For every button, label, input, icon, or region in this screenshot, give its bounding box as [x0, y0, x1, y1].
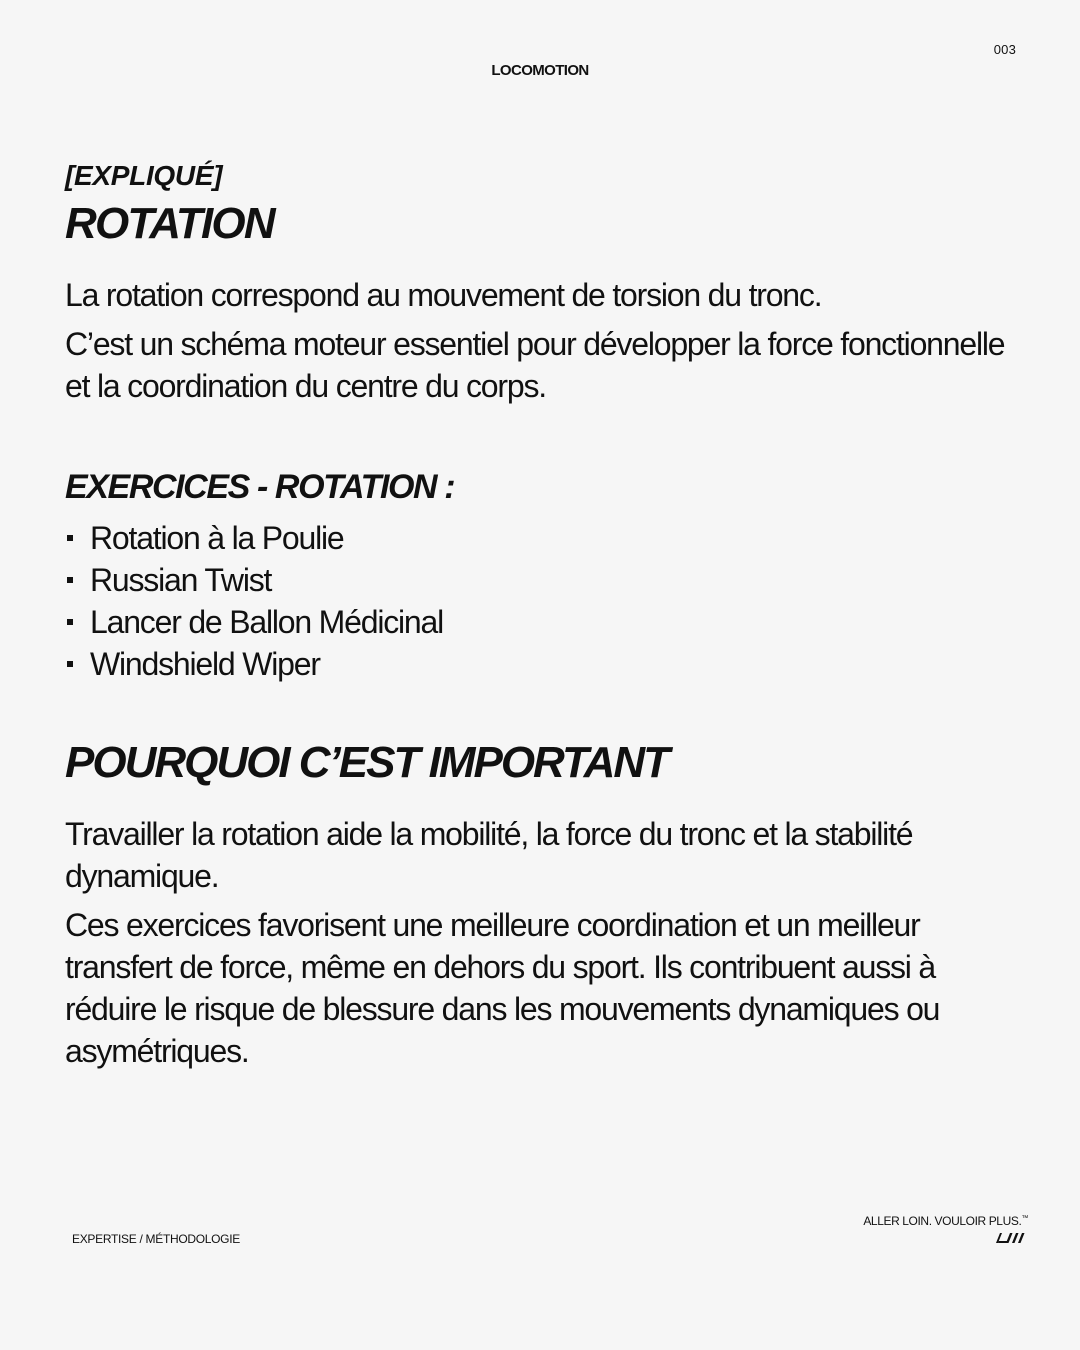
list-item [65, 643, 1025, 685]
page-number: 003 [993, 42, 1016, 57]
main-content [65, 158, 1025, 1072]
square-bullet-icon [67, 577, 73, 583]
importance-paragraph-2: Ces exercices favorisent une meilleure coordination et un meilleur transfert de force, même en dehors du sport. Ils contribuent aussi à réduire le risque de blessure dans les mouvements dynamiques ou asymétriques. [65, 907, 940, 1069]
exercises-heading: EXERCICES - ROTATION : [65, 468, 455, 506]
exercise-list [65, 517, 1025, 685]
section-title: ROTATION [65, 199, 274, 248]
slash-stripes-logo-icon [994, 1232, 1028, 1244]
trademark-symbol: ™ [1021, 1215, 1028, 1222]
section-eyebrow: [EXPLIQUÉ] [65, 160, 223, 191]
importance-paragraph-1: Travailler la rotation aide la mobilité, la force du tronc et la stabilité dynamique. [65, 816, 913, 894]
footer-category: EXPERTISE / MÉTHODOLOGIE [72, 1232, 240, 1246]
footer-signature [863, 1214, 1028, 1244]
intro-paragraph-1: La rotation correspond au mouvement de torsion du tronc. [65, 277, 822, 313]
exercise-label: Russian Twist [90, 562, 272, 598]
exercise-label: Windshield Wiper [90, 646, 320, 682]
list-item [65, 517, 1025, 559]
square-bullet-icon [67, 535, 73, 541]
footer-tagline [863, 1214, 1028, 1228]
brand-wordmark: LOCOMOTION [491, 62, 589, 79]
exercise-label: Lancer de Ballon Médicinal [90, 604, 444, 640]
square-bullet-icon [67, 619, 73, 625]
importance-heading: POURQUOI C’EST IMPORTANT [65, 738, 669, 787]
list-item [65, 601, 1025, 643]
intro-paragraph-2: C’est un schéma moteur essentiel pour développer la force fonctionnelle et la coordination du centre du corps. [65, 326, 1005, 404]
square-bullet-icon [67, 661, 73, 667]
exercise-label: Rotation à la Poulie [90, 520, 344, 556]
list-item [65, 559, 1025, 601]
tagline-text: ALLER LOIN. VOULOIR PLUS. [863, 1214, 1022, 1228]
